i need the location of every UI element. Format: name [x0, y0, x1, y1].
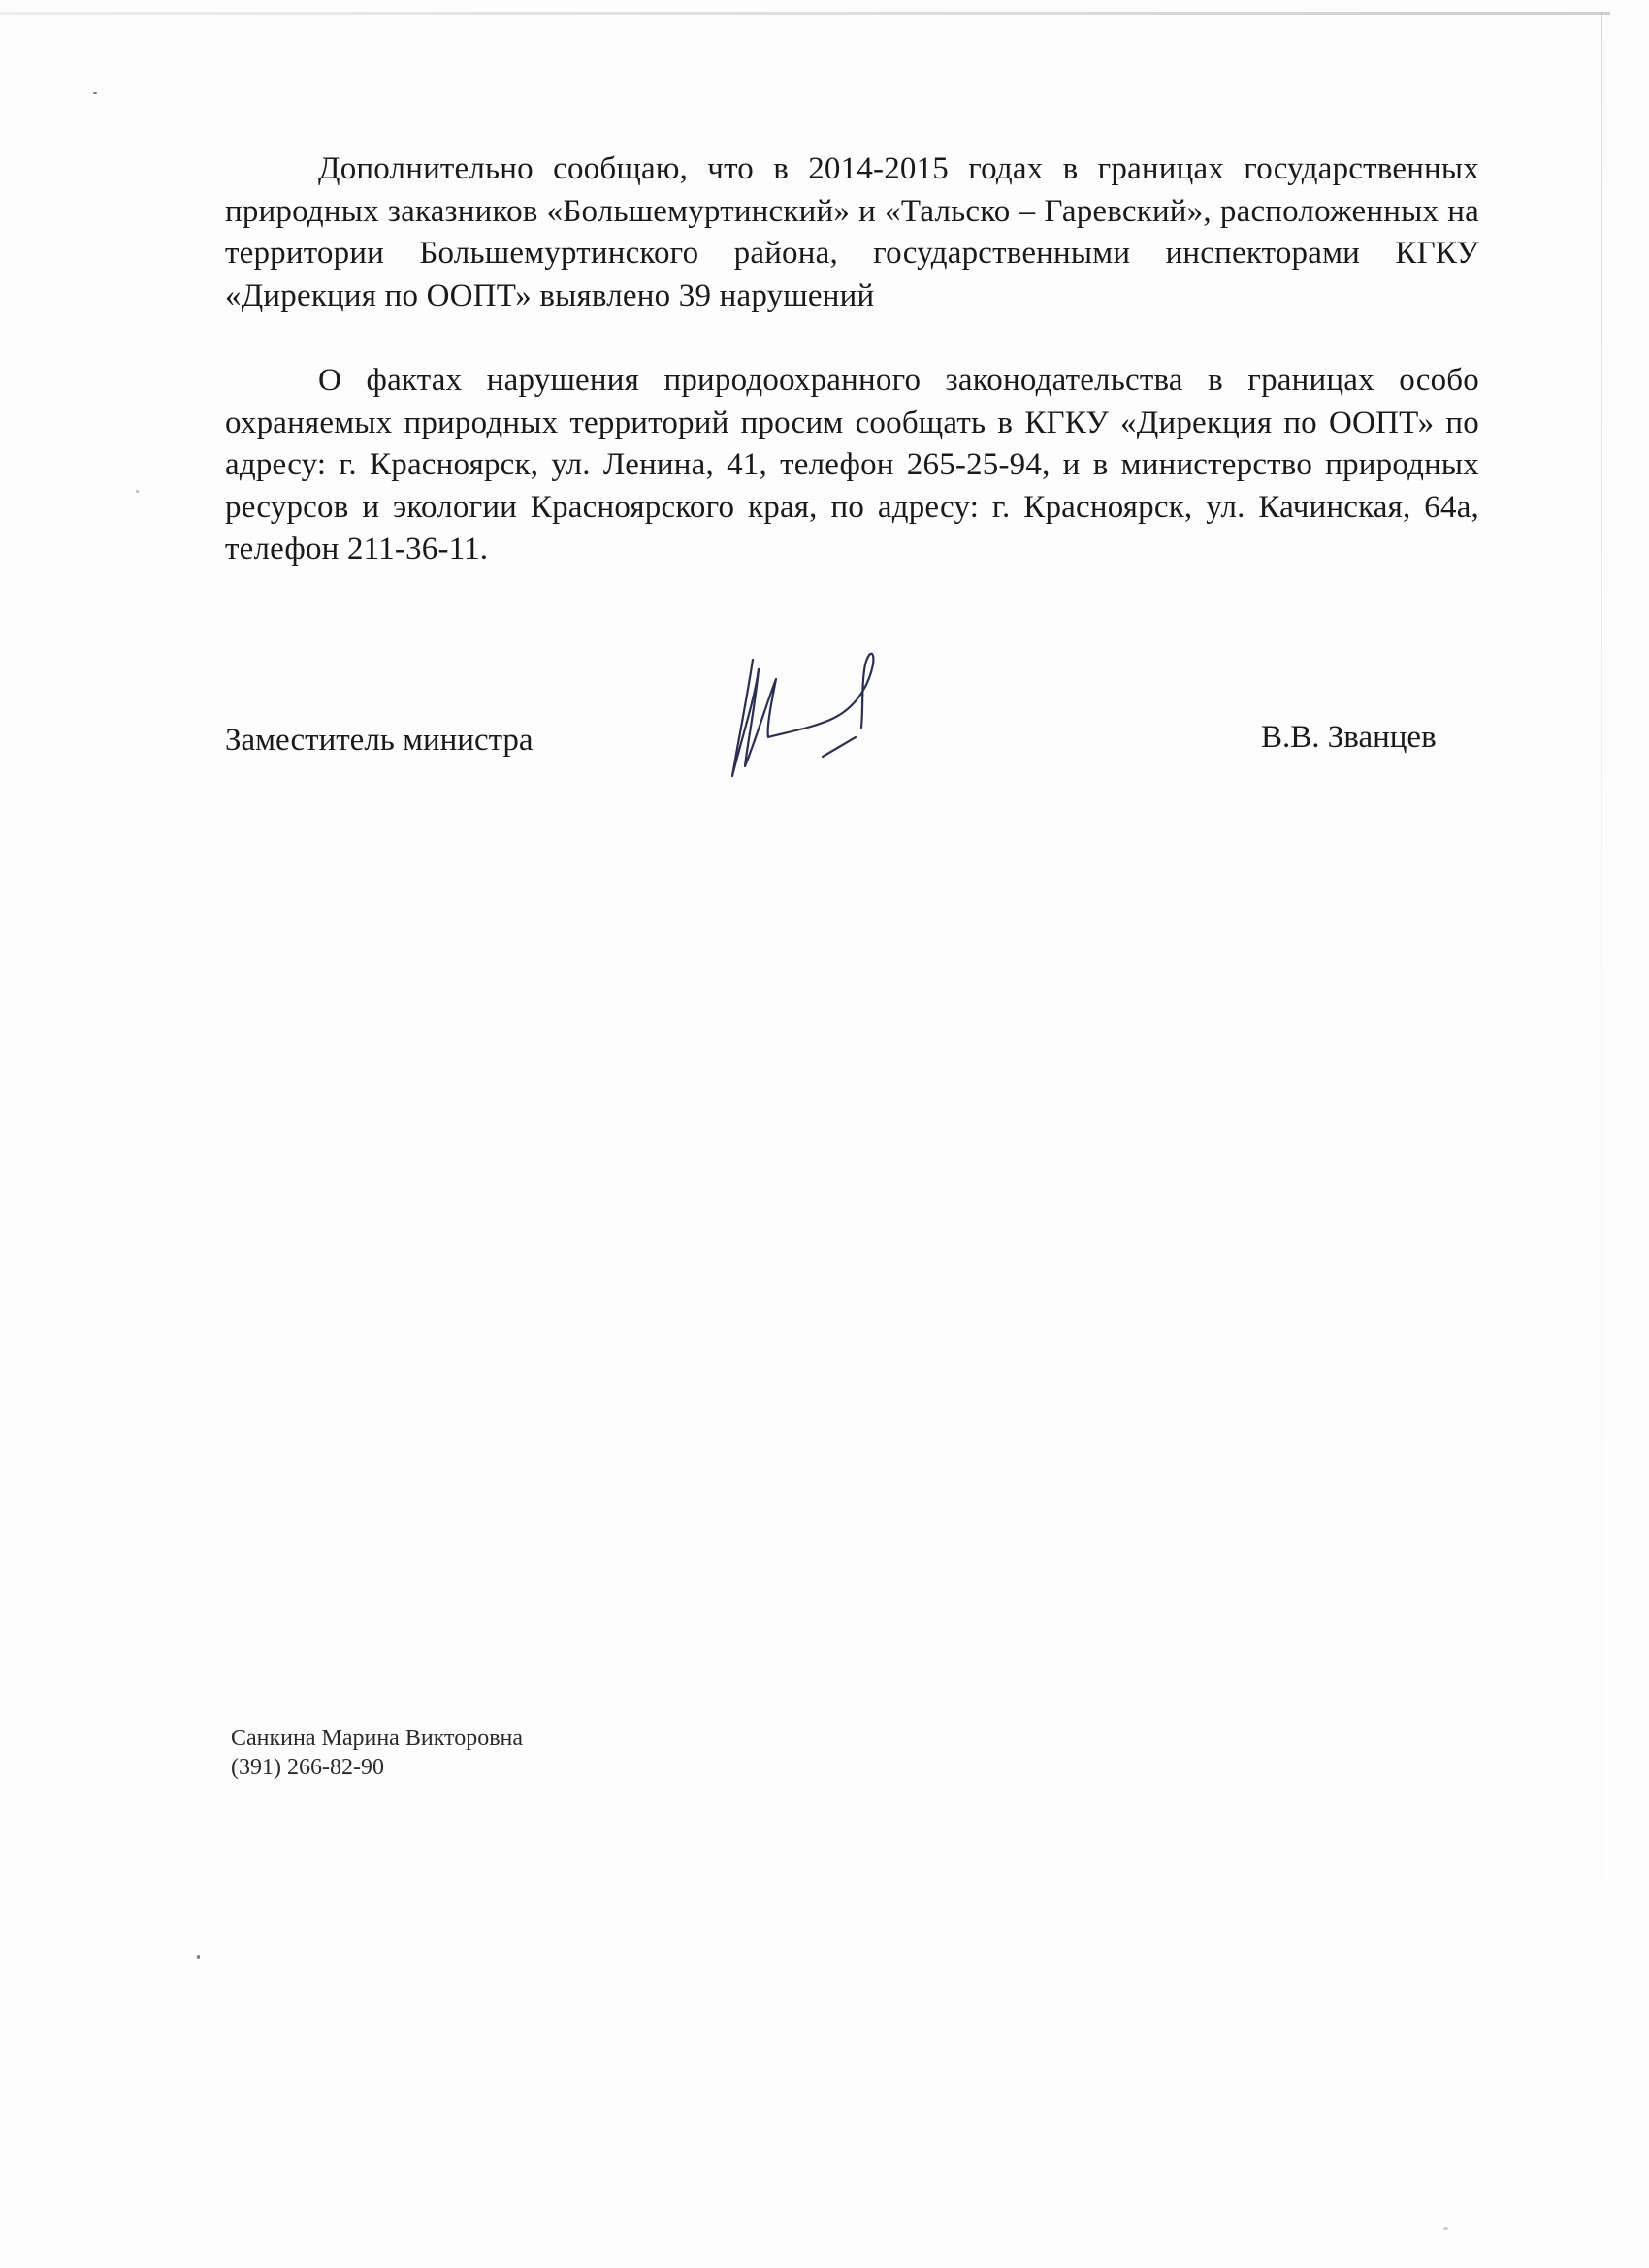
paragraph-text: Дополнительно сообщаю, что в 2014-2015 годах в границах государственных природных заказников «Большемуртинский» и «Тальско – Гаревский», расположенных на территории Большемуртинского района, государственными инспекторами КГКУ «Дирекция по ООПТ» выявлено 39 нарушений	[225, 151, 1479, 313]
executor-phone: (391) 266-82-90	[231, 1755, 384, 1780]
signatory-name: В.В. Званцев	[1261, 720, 1437, 755]
body-paragraph-2	[225, 360, 1479, 571]
scan-edge-top	[0, 12, 1610, 15]
body-paragraph-1	[225, 148, 1479, 317]
signatory-role: Заместитель министра	[225, 723, 534, 758]
scan-speck	[136, 490, 139, 493]
handwritten-signature	[698, 640, 989, 786]
scan-edge-right	[1600, 12, 1602, 2243]
scan-speck	[197, 1955, 200, 1959]
signature-stroke	[745, 654, 873, 766]
scan-speck	[1443, 2227, 1448, 2230]
executor-name: Санкина Марина Викторовна	[231, 1726, 524, 1751]
paragraph-text: О фактах нарушения природоохранного законодательства в границах особо охраняемых природных территорий просим сообщать в КГКУ «Дирекция по ООПТ» по адресу: г. Красноярск, ул. Ленина, 41, телефон 265-25-94, и в министерство природных ресурсов и экологии Красноярского края, по адресу: г. Красноярск, ул. Качинская, 64а, телефон 211-36-11.	[225, 363, 1479, 567]
signature-stroke	[823, 737, 856, 757]
scan-speck	[93, 92, 97, 94]
executor-info	[231, 1724, 523, 1782]
